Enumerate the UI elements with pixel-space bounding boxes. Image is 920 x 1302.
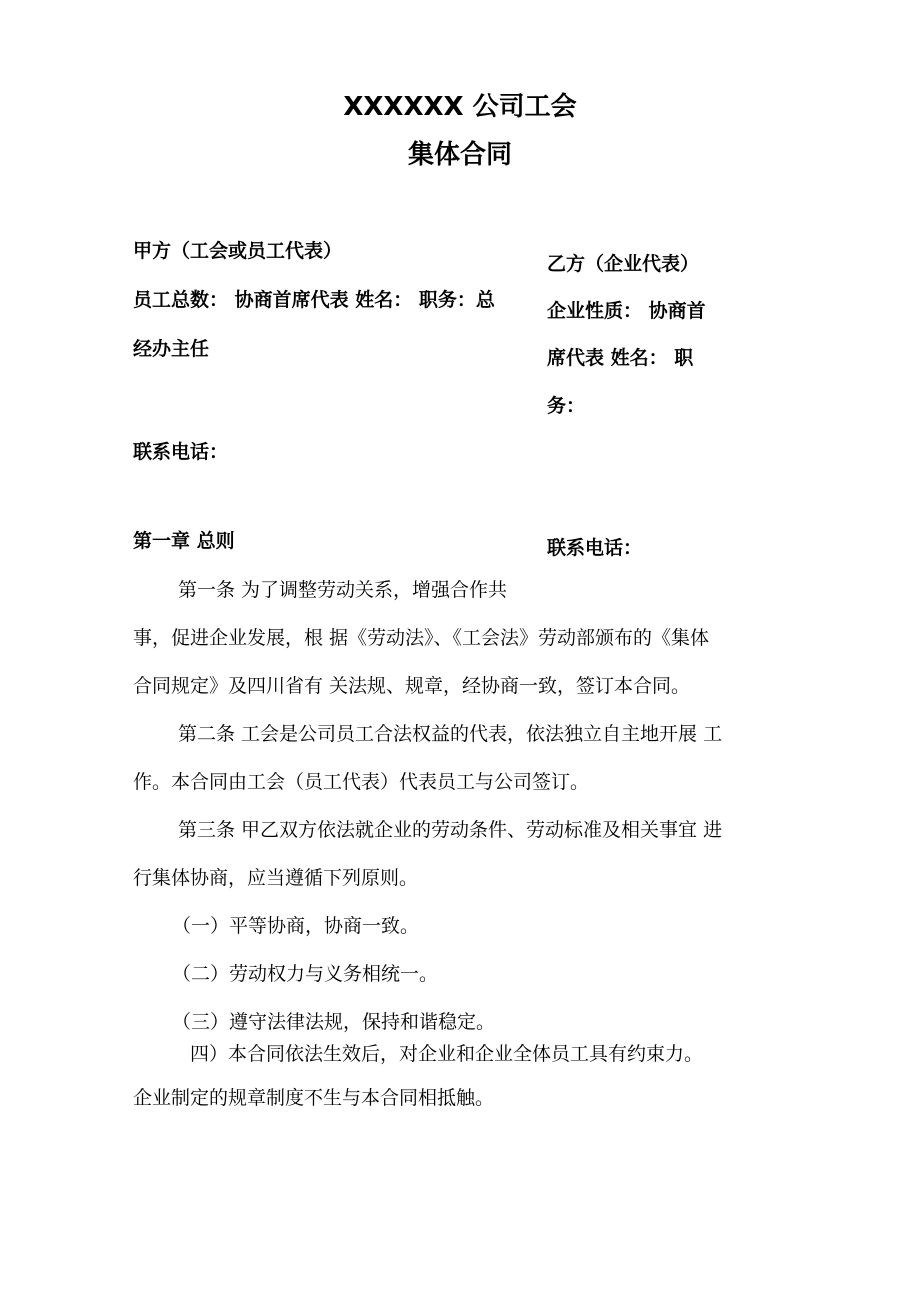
body-line: 第二条 工会是公司员工合法权益的代表，依法独立自主地开展 工 bbox=[178, 723, 723, 745]
body-line: 作。本合同由工会（员工代表）代表员工与公司签订。 bbox=[133, 771, 590, 793]
party-b-heading: 乙方（企业代表） bbox=[547, 253, 700, 275]
party-a-phone: 联系电话： bbox=[133, 441, 229, 463]
party-b-line1: 企业性质： 协商首 bbox=[547, 300, 706, 322]
party-a-heading: 甲方（工会或员工代表） bbox=[133, 240, 343, 262]
document-subtitle: 集体合同 bbox=[407, 140, 512, 170]
body-line: 事，促进企业发展，根 据《劳动法》、《工会法》劳动部颁布的《集体 bbox=[133, 627, 710, 649]
party-b-line3: 务： bbox=[547, 395, 586, 417]
principle-item: 四）本合同依法生效后，对企业和企业全体员工具有约束力。 bbox=[190, 1043, 704, 1065]
body-line: 合同规定》及四川省有 关法规、规章，经协商一致，签订本合同。 bbox=[133, 675, 691, 697]
party-a-line2: 经办主任 bbox=[133, 338, 210, 360]
body-line: 第一条 为了调整劳动关系，增强合作共 bbox=[178, 579, 508, 601]
body-line: 企业制定的规章制度不生与本合同相抵触。 bbox=[133, 1087, 495, 1109]
principle-item: （一）平等协商，协商一致。 bbox=[172, 915, 420, 937]
party-b-line2: 席代表 姓名： 职 bbox=[547, 347, 694, 369]
principle-item: （二）劳动权力与义务相统一。 bbox=[172, 963, 439, 985]
principle-item: （三）遵守法律法规，保持和谐稳定。 bbox=[172, 1011, 496, 1033]
party-a-line1: 员工总数： 协商首席代表 姓名： 职务：总 bbox=[133, 289, 495, 311]
body-line: 行集体协商，应当遵循下列原则。 bbox=[133, 867, 419, 889]
body-line: 第三条 甲乙双方依法就企业的劳动条件、劳动标准及相关事宜 进 bbox=[178, 819, 723, 841]
document-title: XXXXXX 公司工会 bbox=[343, 92, 577, 122]
chapter-heading: 第一章 总则 bbox=[133, 530, 235, 552]
party-b-phone: 联系电话： bbox=[547, 537, 643, 559]
